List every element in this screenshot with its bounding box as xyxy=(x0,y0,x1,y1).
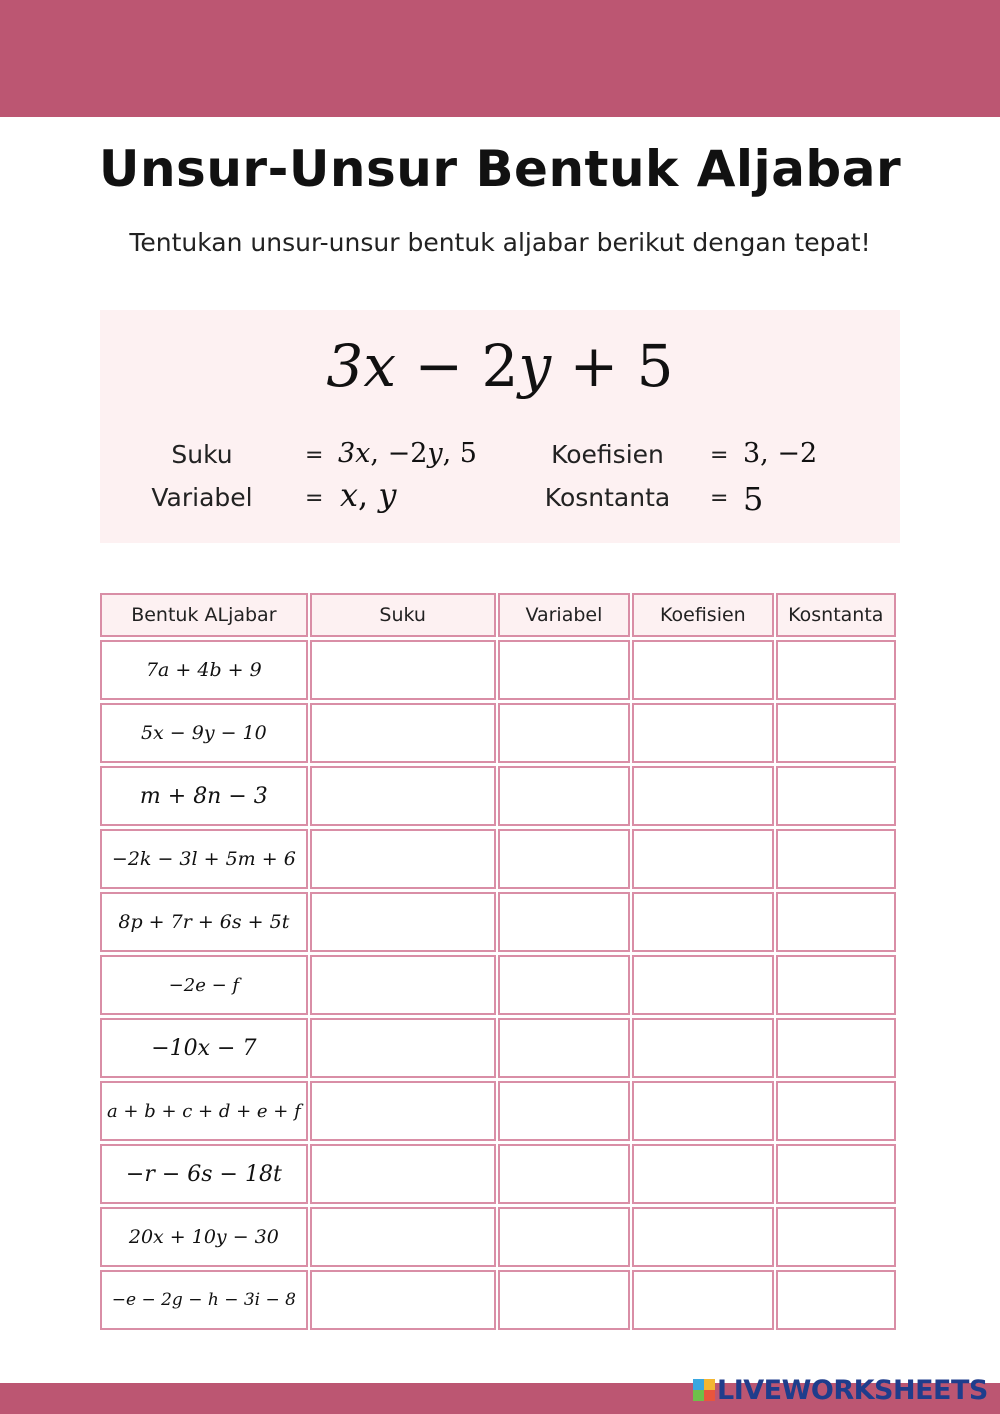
variabel-answer-cell[interactable] xyxy=(498,955,630,1015)
suku-answer-cell[interactable] xyxy=(310,703,496,763)
expression-cell: −r − 6s − 18t xyxy=(100,1144,308,1204)
variabel-answer-cell[interactable] xyxy=(498,1270,630,1330)
suku-answer-cell[interactable] xyxy=(310,1270,496,1330)
koefisien-label: Koefisien xyxy=(551,440,664,469)
header-suku: Suku xyxy=(310,593,496,637)
table-row xyxy=(100,640,896,700)
suku-answer-cell[interactable] xyxy=(310,829,496,889)
expression-cell: m + 8n − 3 xyxy=(100,766,308,826)
table-row xyxy=(100,766,896,826)
konstanta-answer-cell[interactable] xyxy=(776,829,896,889)
koefisien-answer-cell[interactable] xyxy=(632,1018,773,1078)
expression-cell: 8p + 7r + 6s + 5t xyxy=(100,892,308,952)
logo-text: LIVEWORKSHEETS xyxy=(717,1374,988,1406)
example-expression: 3x − 2y + 5 xyxy=(326,332,674,400)
table-row xyxy=(100,1270,896,1330)
konstanta-answer-cell[interactable] xyxy=(776,1018,896,1078)
table-row xyxy=(100,829,896,889)
konstanta-answer-cell[interactable] xyxy=(776,1270,896,1330)
suku-answer-cell[interactable] xyxy=(310,1144,496,1204)
konstanta-value: 5 xyxy=(743,480,764,518)
konstanta-answer-cell[interactable] xyxy=(776,1207,896,1267)
koefisien-answer-cell[interactable] xyxy=(632,955,773,1015)
suku-answer-cell[interactable] xyxy=(310,766,496,826)
expression-cell: −2k − 3l + 5m + 6 xyxy=(100,829,308,889)
suku-answer-cell[interactable] xyxy=(310,1081,496,1141)
suku-label: Suku xyxy=(171,440,233,469)
koefisien-answer-cell[interactable] xyxy=(632,1207,773,1267)
suku-answer-cell[interactable] xyxy=(310,955,496,1015)
suku-answer-cell[interactable] xyxy=(310,1207,496,1267)
table-row xyxy=(100,703,896,763)
konstanta-answer-cell[interactable] xyxy=(776,955,896,1015)
liveworksheets-logo[interactable] xyxy=(693,1373,988,1407)
table-header-row xyxy=(100,593,896,637)
koefisien-answer-cell[interactable] xyxy=(632,703,773,763)
expression-cell: a + b + c + d + e + f xyxy=(100,1081,308,1141)
koefisien-answer-cell[interactable] xyxy=(632,1081,773,1141)
variabel-answer-cell[interactable] xyxy=(498,766,630,826)
suku-answer-cell[interactable] xyxy=(310,1018,496,1078)
variabel-equals: = xyxy=(305,486,324,511)
expression-cell: −2e − f xyxy=(100,955,308,1015)
koefisien-answer-cell[interactable] xyxy=(632,640,773,700)
table-row xyxy=(100,892,896,952)
konstanta-answer-cell[interactable] xyxy=(776,892,896,952)
table-row xyxy=(100,1018,896,1078)
expression-cell: −10x − 7 xyxy=(100,1018,308,1078)
variabel-answer-cell[interactable] xyxy=(498,640,630,700)
table-row xyxy=(100,955,896,1015)
variabel-answer-cell[interactable] xyxy=(498,829,630,889)
expression-cell: 5x − 9y − 10 xyxy=(100,703,308,763)
suku-equals: = xyxy=(305,443,324,468)
variabel-value: x, y xyxy=(340,476,397,514)
konstanta-equals: = xyxy=(710,486,729,511)
page-title: Unsur-Unsur Bentuk Aljabar xyxy=(98,140,902,198)
header-koefisien: Koefisien xyxy=(632,593,773,637)
table-row xyxy=(100,1207,896,1267)
example-box xyxy=(100,310,900,543)
konstanta-label: Kosntanta xyxy=(544,483,671,512)
koefisien-value: 3, −2 xyxy=(743,438,818,469)
expression-cell: 7a + 4b + 9 xyxy=(100,640,308,700)
variabel-answer-cell[interactable] xyxy=(498,892,630,952)
konstanta-answer-cell[interactable] xyxy=(776,1081,896,1141)
expression-cell: −e − 2g − h − 3i − 8 xyxy=(100,1270,308,1330)
header-bentuk-aljabar: Bentuk ALjabar xyxy=(100,593,308,637)
header-variabel: Variabel xyxy=(498,593,630,637)
koefisien-answer-cell[interactable] xyxy=(632,766,773,826)
variabel-answer-cell[interactable] xyxy=(498,1207,630,1267)
variabel-label: Variabel xyxy=(151,483,253,512)
worksheet-table xyxy=(98,590,898,1333)
suku-answer-cell[interactable] xyxy=(310,892,496,952)
koefisien-answer-cell[interactable] xyxy=(632,1270,773,1330)
header-band xyxy=(0,0,1000,117)
variabel-answer-cell[interactable] xyxy=(498,703,630,763)
expression-cell: 20x + 10y − 30 xyxy=(100,1207,308,1267)
header-konstanta: Kosntanta xyxy=(776,593,896,637)
table-row xyxy=(100,1144,896,1204)
konstanta-answer-cell[interactable] xyxy=(776,640,896,700)
konstanta-answer-cell[interactable] xyxy=(776,1144,896,1204)
koefisien-answer-cell[interactable] xyxy=(632,1144,773,1204)
suku-value: 3x, −2y, 5 xyxy=(338,438,477,469)
variabel-answer-cell[interactable] xyxy=(498,1018,630,1078)
instructions: Tentukan unsur-unsur bentuk aljabar berikut dengan tepat! xyxy=(129,228,871,257)
koefisien-answer-cell[interactable] xyxy=(632,892,773,952)
konstanta-answer-cell[interactable] xyxy=(776,703,896,763)
variabel-answer-cell[interactable] xyxy=(498,1081,630,1141)
liveworksheets-logo-icon xyxy=(693,1379,715,1401)
konstanta-answer-cell[interactable] xyxy=(776,766,896,826)
variabel-answer-cell[interactable] xyxy=(498,1144,630,1204)
koefisien-equals: = xyxy=(710,443,729,468)
koefisien-answer-cell[interactable] xyxy=(632,829,773,889)
suku-answer-cell[interactable] xyxy=(310,640,496,700)
table-row xyxy=(100,1081,896,1141)
